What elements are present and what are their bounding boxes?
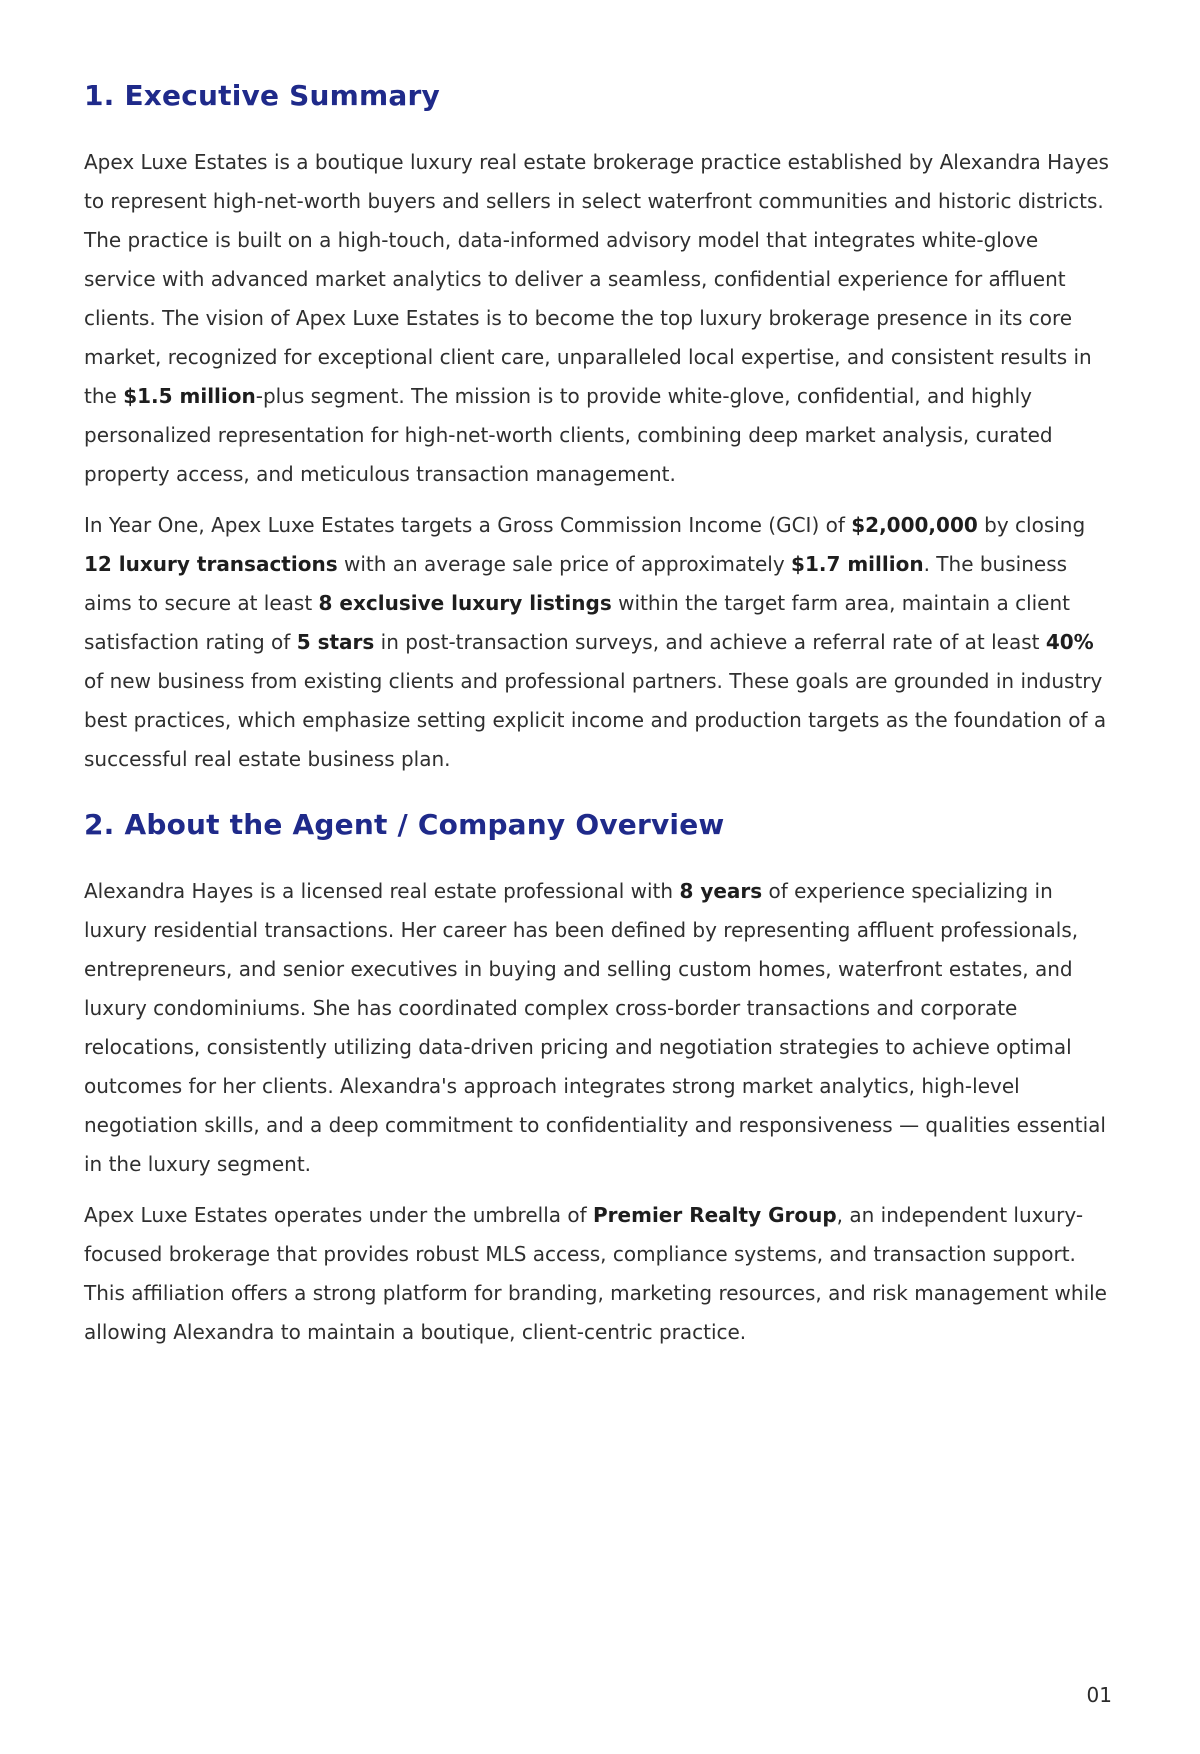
emphasis-text: 8 years: [679, 879, 763, 903]
emphasis-text: 12 luxury transactions: [84, 552, 338, 576]
paragraph: [84, 872, 1114, 1184]
emphasis-text: 40%: [1045, 630, 1094, 654]
section-heading: 1. Executive Summary: [84, 79, 440, 112]
section-executive-summary: [84, 78, 1114, 779]
document-page: [84, 78, 1114, 1380]
paragraph: [84, 143, 1114, 494]
body-text: -plus segment. The mission is to provide white-glove, confidential, and highly personalized representation for high-net-worth clients, combining deep market analysis, curated property access, and meticulous transaction management.: [84, 384, 1053, 486]
body-text: by closing: [977, 513, 1086, 537]
body-text: of new business from existing clients and professional partners. These goals are grounded in industry best practices, which emphasize setting explicit income and production targets as the foundation of a successful real estate business plan.: [84, 669, 1107, 771]
page-number: 01: [1086, 1683, 1112, 1707]
body-text: In Year One, Apex Luxe Estates targets a Gross Commission Income (GCI) of: [84, 513, 852, 537]
body-text: , an independent luxury-focused brokerage that provides robust MLS access, compliance systems, and transaction support. This affiliation offers a strong platform for branding, marketing resources, and risk management while allowing Alexandra to maintain a boutique, client-centric practice.: [84, 1203, 1107, 1344]
paragraph: [84, 1196, 1114, 1352]
emphasis-text: 5 stars: [296, 630, 375, 654]
emphasis-text: 8 exclusive luxury listings: [318, 591, 612, 615]
body-text: Apex Luxe Estates operates under the umbrella of: [84, 1203, 594, 1227]
body-text: of experience specializing in luxury residential transactions. Her career has been defined by representing affluent professionals, entrepreneurs, and senior executives in buying and selling custom homes, waterfront estates, and luxury condominiums. She has coordinated complex cross-border transactions and corporate relocations, consistently utilizing data-driven pricing and negotiation strategies to achieve optimal outcomes for her clients. Alexandra's approach integrates strong market analytics, high-level negotiation skills, and a deep commitment to confidentiality and responsiveness — qualities essential in the luxury segment.: [84, 879, 1106, 1176]
body-text: in post-transaction surveys, and achieve a referral rate of at least: [374, 630, 1046, 654]
emphasis-text: Premier Realty Group: [593, 1203, 837, 1227]
emphasis-text: $1.7 million: [791, 552, 924, 576]
emphasis-text: $1.5 million: [123, 384, 256, 408]
body-text: . The business aims to secure at least: [84, 552, 1068, 615]
body-text: Alexandra Hayes is a licensed real estate professional with: [84, 879, 680, 903]
body-text: within the target farm area, maintain a client satisfaction rating of: [84, 591, 1071, 654]
emphasis-text: $2,000,000: [851, 513, 978, 537]
paragraph: [84, 506, 1114, 779]
section-about-agent: [84, 807, 1114, 1352]
body-text: Apex Luxe Estates is a boutique luxury real estate brokerage practice established by Alexandra Hayes to represent high-net-worth buyers and sellers in select waterfront communities and historic districts. The practice is built on a high-touch, data-informed advisory model that integrates white-glove service with advanced market analytics to deliver a seamless, confidential experience for affluent clients. The vision of Apex Luxe Estates is to become the top luxury brokerage presence in its core market, recognized for exceptional client care, unparalleled local expertise, and consistent results in the: [84, 150, 1109, 408]
body-text: with an average sale price of approximately: [337, 552, 792, 576]
section-heading: 2. About the Agent / Company Overview: [84, 808, 725, 841]
